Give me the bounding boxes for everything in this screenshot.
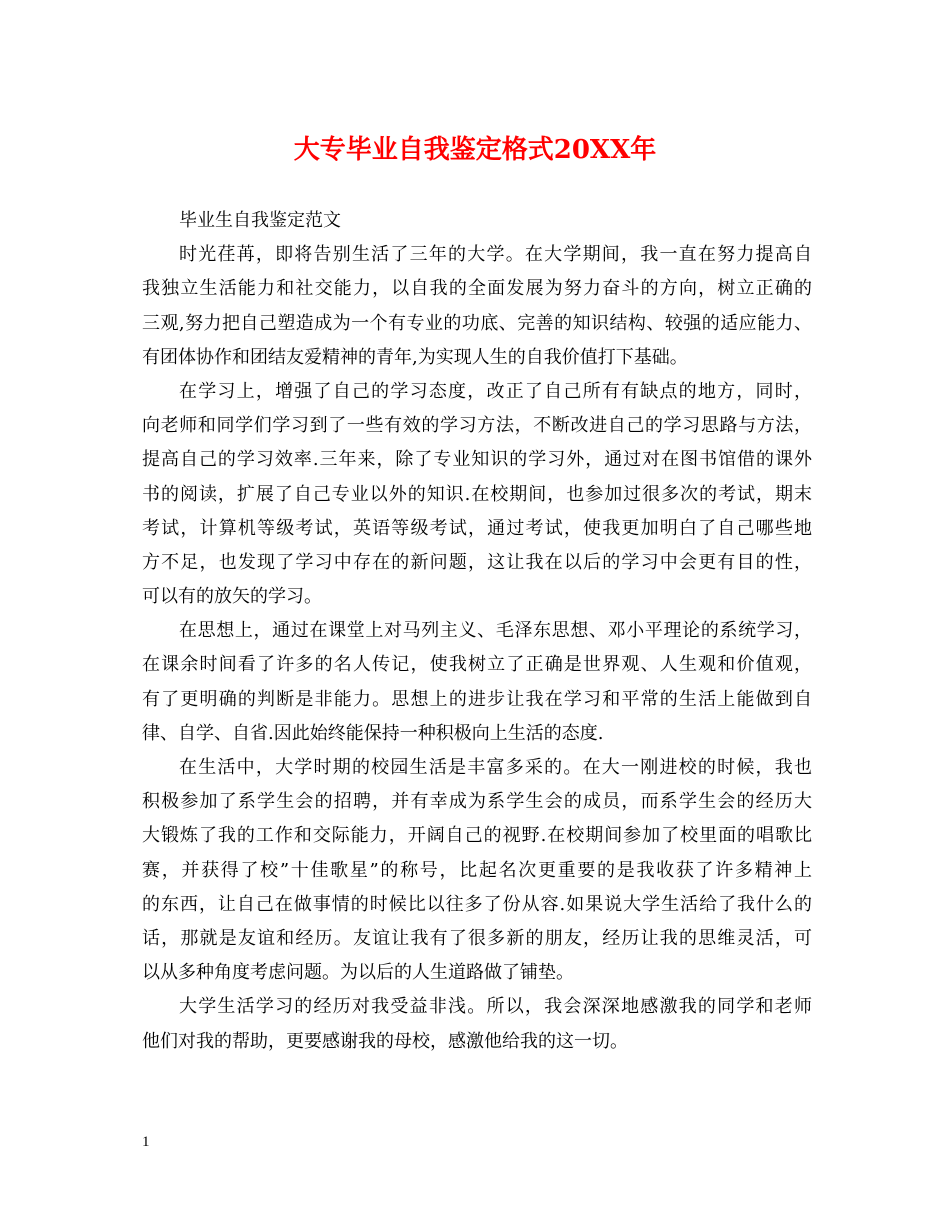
body-line: 赛，并获得了校”十佳歌星”的称号，比起名次更重要的是我收获了许多精神上: [142, 859, 812, 881]
body-line: 毕业生自我鉴定范文: [179, 210, 341, 231]
body-line: 话，那就是友谊和经历。友谊让我有了很多新的朋友，经历让我的思维灵活，可: [142, 927, 812, 949]
document-body: [142, 204, 812, 1059]
body-line: 考试，计算机等级考试，英语等级考试，通过考试，使我更加明白了自己哪些地: [142, 517, 812, 539]
body-line: 在课余时间看了许多的名人传记，使我树立了正确是世界观、人生观和价值观，: [142, 654, 812, 676]
body-line: 时光荏苒，即将告别生活了三年的大学。在大学期间，我一直在努力提高自: [179, 244, 812, 266]
body-line: 书的阅读，扩展了自己专业以外的知识.在校期间，也参加过很多次的考试，期末: [142, 483, 812, 505]
body-line: 大学生活学习的经历对我受益非浅。所以，我会深深地感激我的同学和老师: [179, 996, 812, 1018]
page-number: 1: [142, 1134, 150, 1150]
body-line: 以从多种角度考虑问题。为以后的人生道路做了铺垫。: [142, 962, 574, 984]
body-line: 大锻炼了我的工作和交际能力，开阔自己的视野.在校期间参加了校里面的唱歌比: [142, 825, 812, 847]
body-line: 向老师和同学们学习到了一些有效的学习方法，不断改进自己的学习思路与方法，: [142, 415, 812, 437]
body-line: 的东西，让自己在做事情的时候比以往多了份从容.如果说大学生活给了我什么的: [142, 893, 812, 915]
body-line: 积极参加了系学生会的招聘，并有幸成为系学生会的成员，而系学生会的经历大: [142, 791, 812, 813]
body-line: 有了更明确的判断是非能力。思想上的进步让我在学习和平常的生活上能做到自: [142, 688, 812, 710]
body-line: 他们对我的帮助，更要感谢我的母校，感激他给我的这一切。: [142, 1030, 628, 1052]
body-line: 我独立生活能力和社交能力，以自我的全面发展为努力奋斗的方向，树立正确的: [142, 278, 812, 300]
body-line: 三观,努力把自己塑造成为一个有专业的功底、完善的知识结构、较强的适应能力、: [142, 312, 812, 334]
body-line: 律、自学、自省.因此始终能保持一种积极向上生活的态度.: [142, 722, 604, 744]
body-line: 在学习上，增强了自己的学习态度，改正了自己所有有缺点的地方，同时，: [179, 380, 812, 402]
body-line: 有团体协作和团结友爱精神的青年,为实现人生的自我价值打下基础。: [142, 346, 688, 368]
body-line: 提高自己的学习效率.三年来，除了专业知识的学习外，通过对在图书馆借的课外: [142, 449, 812, 471]
body-line: 在思想上，通过在课堂上对马列主义、毛泽东思想、邓小平理论的系统学习，: [179, 620, 812, 642]
document-title: 大专毕业自我鉴定格式20XX年: [293, 135, 657, 165]
body-line: 在生活中，大学时期的校园生活是丰富多采的。在大一刚进校的时候，我也: [179, 757, 812, 778]
body-line: 方不足，也发现了学习中存在的新问题，这让我在以后的学习中会更有目的性，: [142, 551, 812, 573]
body-line: 可以有的放矢的学习。: [142, 586, 322, 608]
